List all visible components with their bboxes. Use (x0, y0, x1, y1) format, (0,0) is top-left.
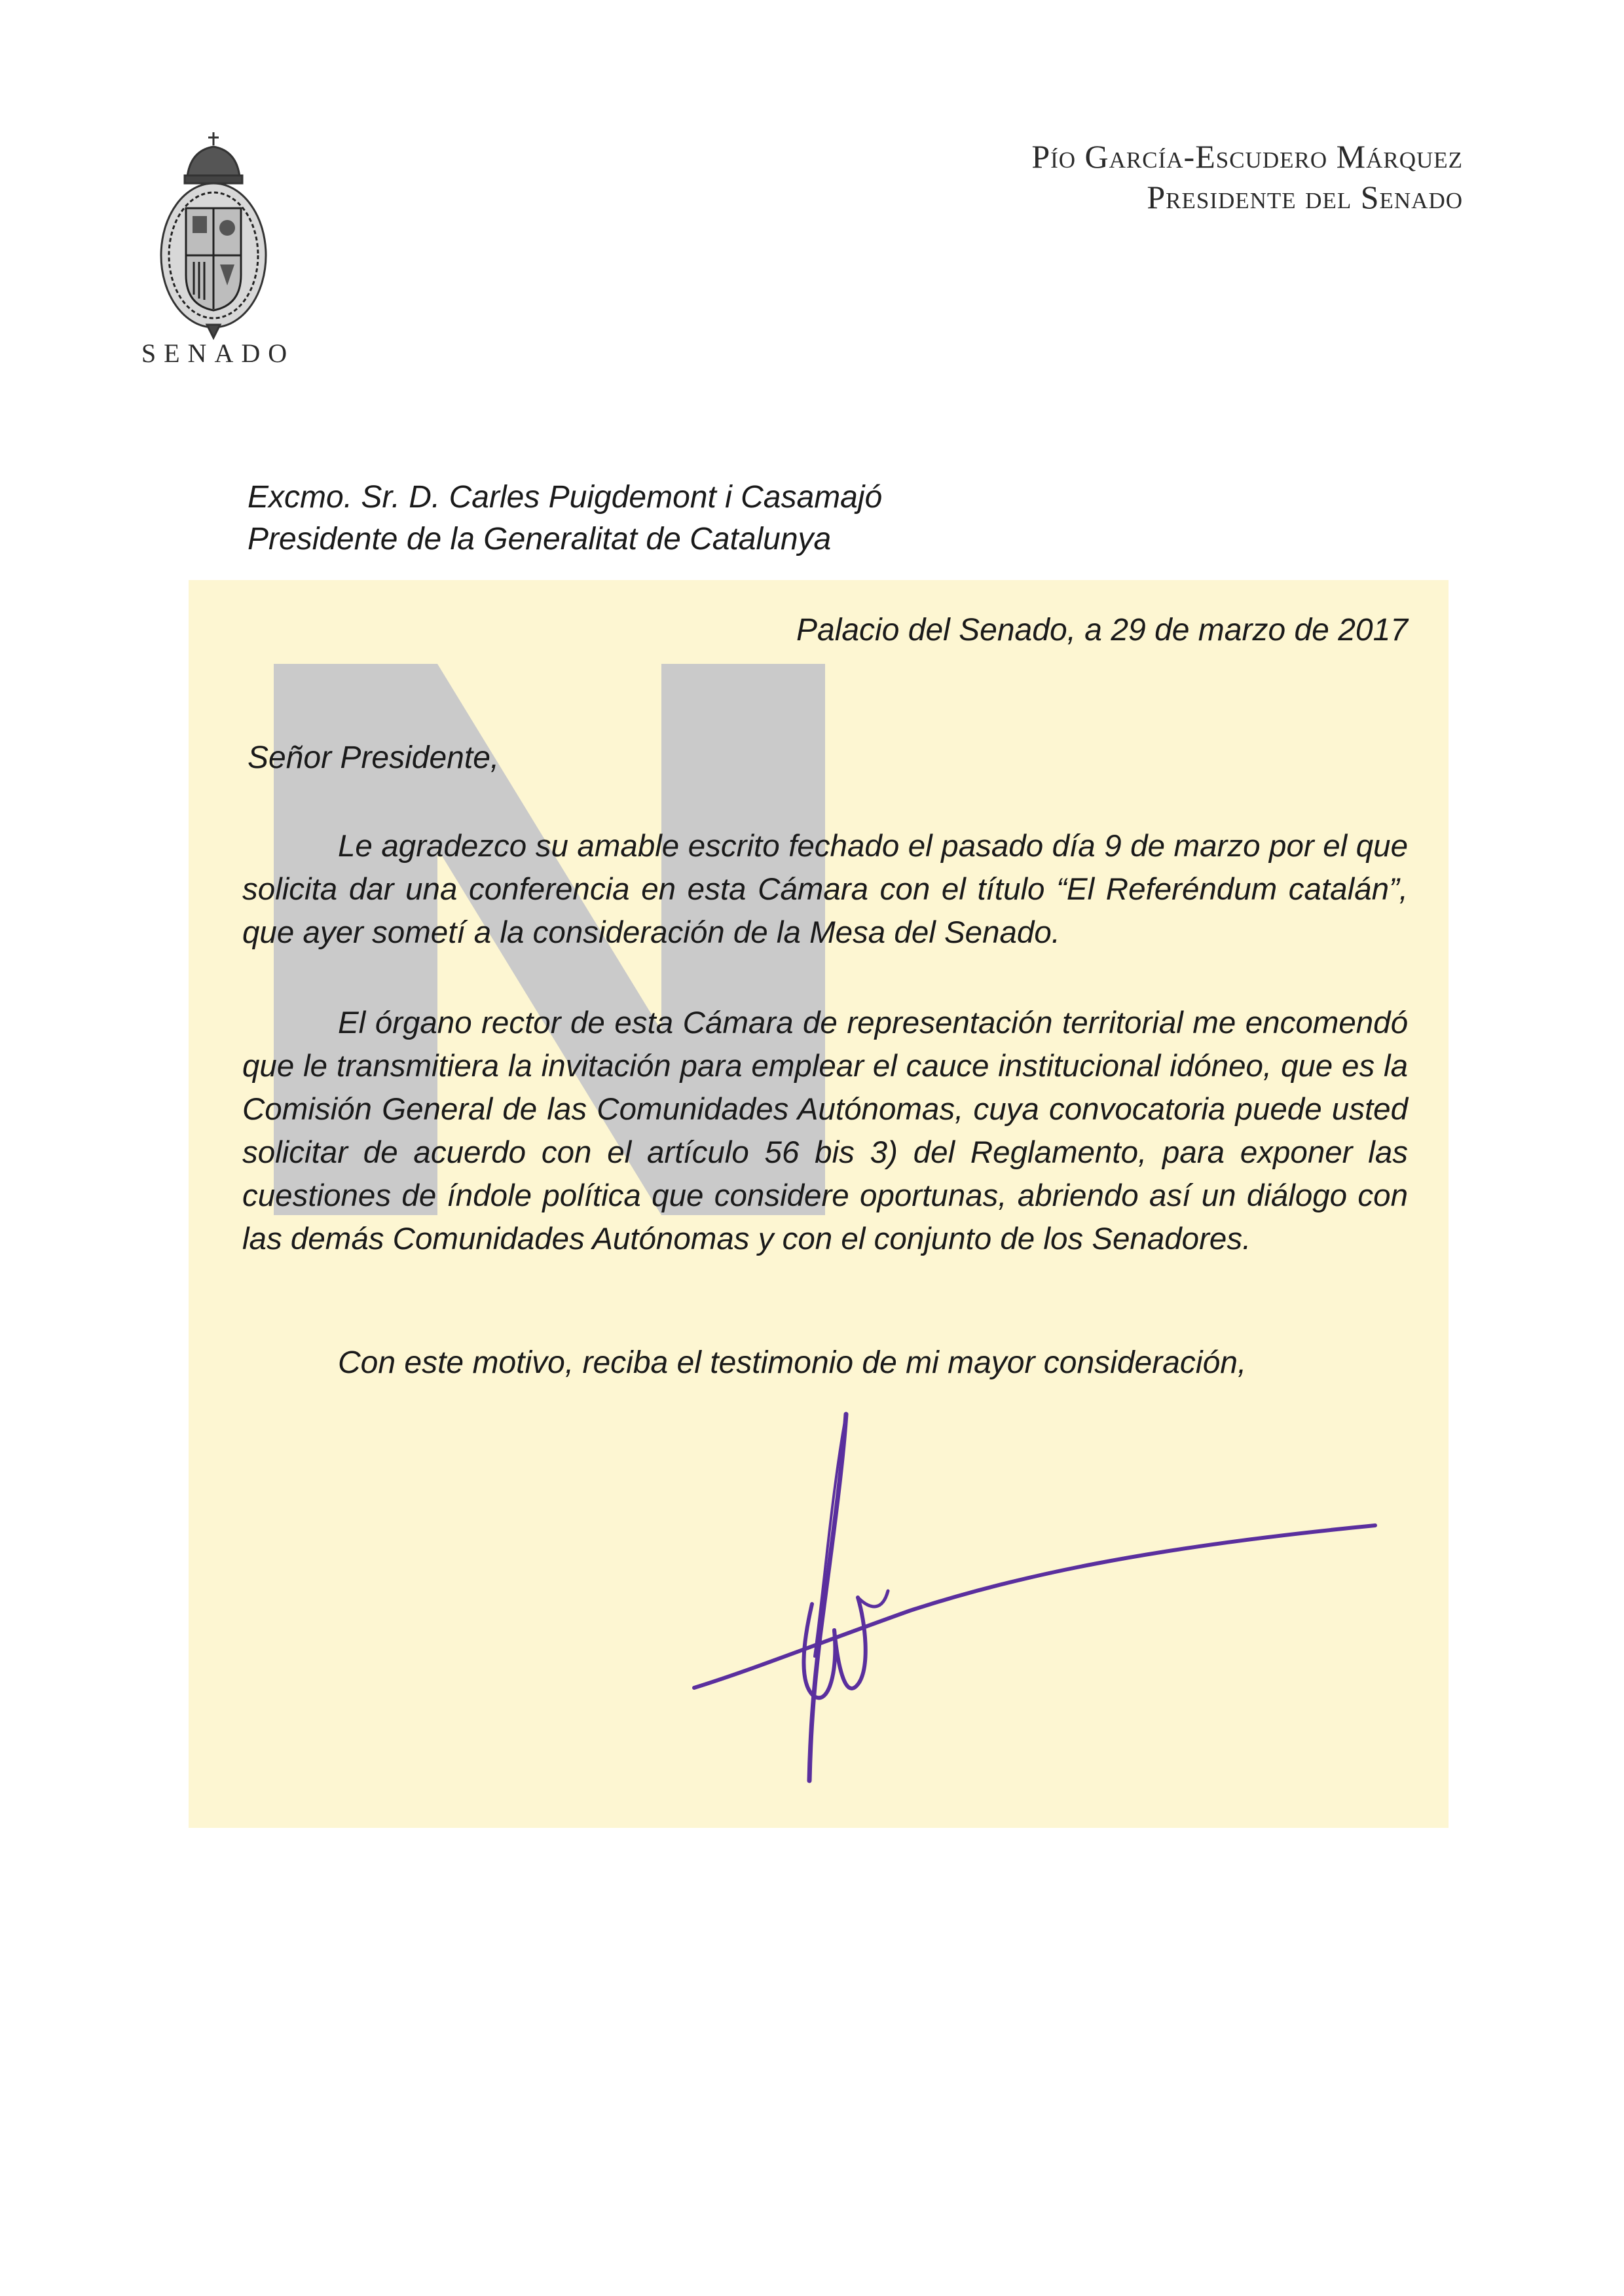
sender-block (1031, 136, 1463, 217)
sender-name: Pío García-Escudero Márquez (1031, 138, 1463, 175)
recipient-name: Excmo. Sr. D. Carles Puigdemont i Casamajó (248, 480, 883, 515)
sender-title: Presidente del Senado (1147, 179, 1463, 215)
salutation: Señor Presidente, (248, 740, 500, 775)
date-line: Palacio del Senado, a 29 de marzo de 2017 (796, 613, 1408, 647)
senate-crest-icon (155, 131, 272, 340)
body-paragraph-2: El órgano rector de esta Cámara de representación territorial me encomendó que le transmitiera la invitación para emplear el cauce institucional idóneo, que es la Comisión General de las Comunidades Autónomas, cuya convocatoria puede usted solicitar de acuerdo con el artículo 56 bis 3) del Reglamento, para exponer las cuestiones de índole política que considere oportunas, abriendo así un diálogo con las demás Comunidades Autónomas y con el conjunto de los Senadores. (242, 1006, 1408, 1256)
recipient-title: Presidente de la Generalitat de Catalunya (248, 522, 832, 556)
handwritten-signature (674, 1394, 1388, 1800)
institution-label: SENADO (141, 338, 295, 368)
closing-line: Con este motivo, reciba el testimonio de mi mayor consideración, (338, 1345, 1247, 1380)
recipient-block (248, 477, 882, 560)
body-paragraph-1: Le agradezco su amable escrito fechado el pasado día 9 de marzo por el que solicita dar una conferencia en esta Cámara con el título “El Referéndum catalán”, que ayer sometí a la consideración de la Mesa del Senado. (242, 829, 1408, 950)
